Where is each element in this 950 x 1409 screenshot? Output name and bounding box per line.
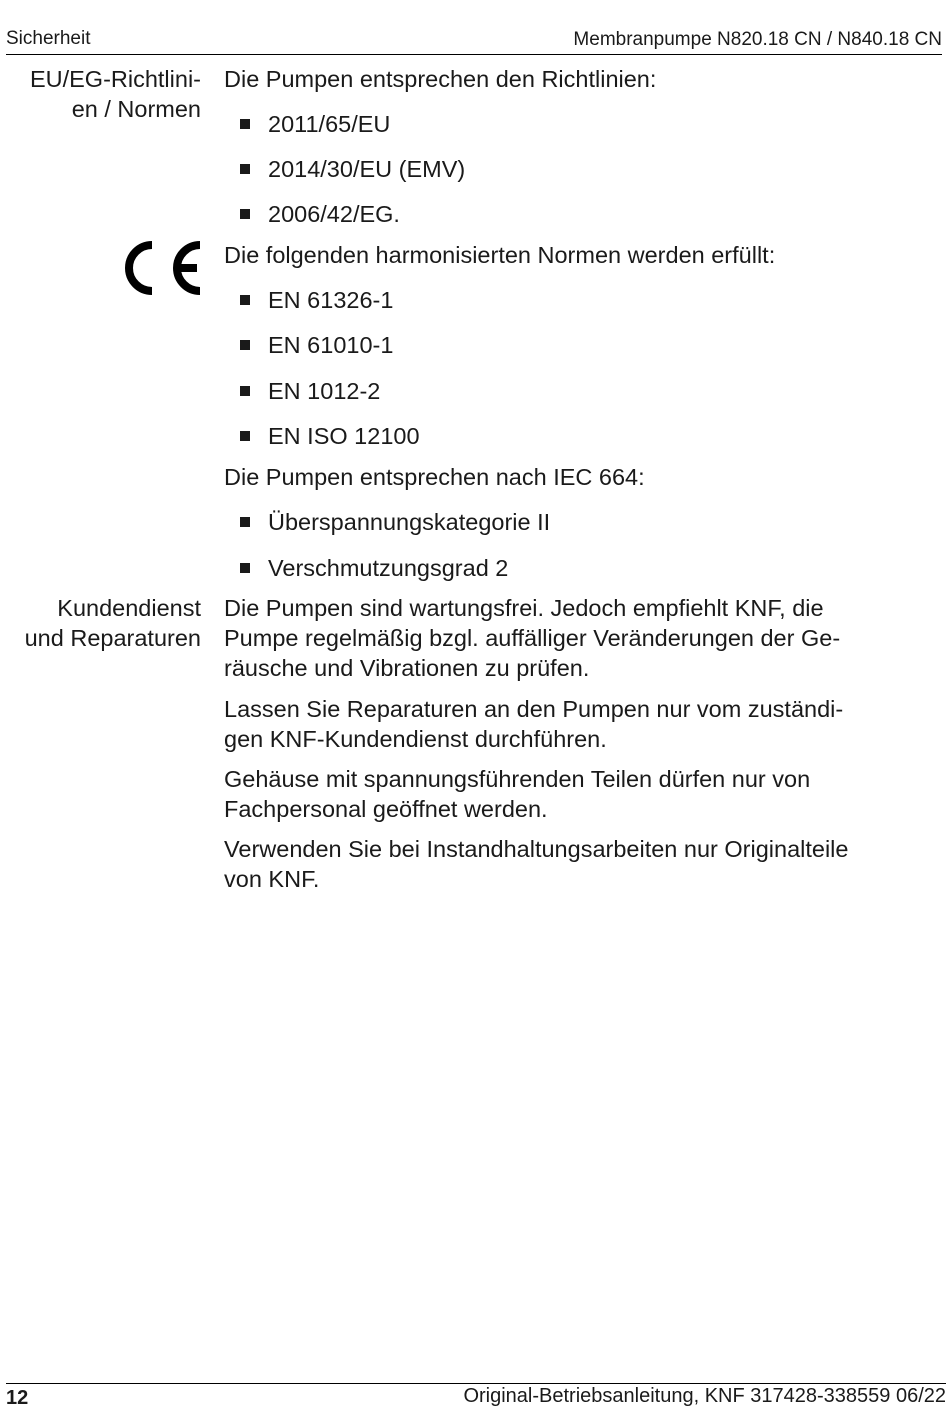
list-item-text: Überspannungskategorie II	[268, 509, 551, 535]
service-paragraph-1	[224, 593, 840, 683]
paragraph-line: gen KNF-Kundendienst durchführen.	[224, 726, 607, 752]
paragraph-line: Gehäuse mit spannungsführenden Teilen dürfen nur von	[224, 766, 811, 792]
document-reference: Original-Betriebsanleitung, KNF 317428-338559 06/22	[463, 1385, 946, 1407]
list-item-text: Verschmutzungsgrad 2	[268, 555, 509, 581]
page-number: 12	[6, 1387, 29, 1409]
paragraph-line: räusche und Vibrationen zu prüfen.	[224, 655, 590, 681]
side-label-service	[25, 593, 201, 653]
service-paragraph-3	[224, 764, 810, 824]
directives-intro: Die Pumpen entsprechen den Richtlinien:	[224, 66, 657, 92]
list-item-text: 2014/30/EU (EMV)	[268, 156, 466, 182]
paragraph-line: von KNF.	[224, 866, 320, 892]
paragraph-line: Fachpersonal geöffnet werden.	[224, 796, 548, 822]
iec-intro: Die Pumpen entsprechen nach IEC 664:	[224, 464, 645, 490]
ce-mark-icon	[121, 237, 205, 299]
bullet-square-icon	[240, 563, 250, 573]
bullet-square-icon	[240, 119, 250, 129]
bullet-square-icon	[240, 340, 250, 350]
bullet-square-icon	[240, 164, 250, 174]
bullet-square-icon	[240, 431, 250, 441]
paragraph-line: Lassen Sie Reparaturen an den Pumpen nur vom zuständi-	[224, 696, 844, 722]
bullet-square-icon	[240, 517, 250, 527]
bullet-square-icon	[240, 386, 250, 396]
standards-intro: Die folgenden harmonisierten Normen werden erfüllt:	[224, 242, 776, 268]
list-item-text: EN 61010-1	[268, 332, 394, 358]
service-paragraph-2	[224, 694, 843, 754]
paragraph-line: Die Pumpen sind wartungsfrei. Jedoch empfiehlt KNF, die	[224, 595, 824, 621]
bullet-square-icon	[240, 209, 250, 219]
side-label-eu-directives	[30, 64, 201, 124]
side-label-line: en / Normen	[71, 96, 201, 122]
page-footer	[6, 1383, 946, 1408]
header-product-name: Membranpumpe N820.18 CN / N840.18 CN	[573, 29, 942, 50]
list-item-text: 2011/65/EU	[268, 111, 391, 137]
side-label-line: und Reparaturen	[24, 625, 201, 651]
header-section-title: Sicherheit	[6, 28, 91, 49]
list-item-text: EN ISO 12100	[268, 423, 420, 449]
list-item-text: 2006/42/EG.	[268, 201, 400, 227]
service-paragraph-4	[224, 834, 848, 894]
list-item-text: EN 1012-2	[268, 378, 381, 404]
side-label-line: Kundendienst	[57, 595, 201, 621]
page-header	[6, 28, 942, 55]
paragraph-line: Pumpe regelmäßig bzgl. auffälliger Veränderungen der Ge-	[224, 625, 841, 651]
list-item-text: EN 61326-1	[268, 287, 394, 313]
side-label-line: EU/EG-Richtlini-	[29, 66, 201, 92]
bullet-square-icon	[240, 295, 250, 305]
paragraph-line: Verwenden Sie bei Instandhaltungsarbeiten nur Originalteile	[224, 836, 849, 862]
